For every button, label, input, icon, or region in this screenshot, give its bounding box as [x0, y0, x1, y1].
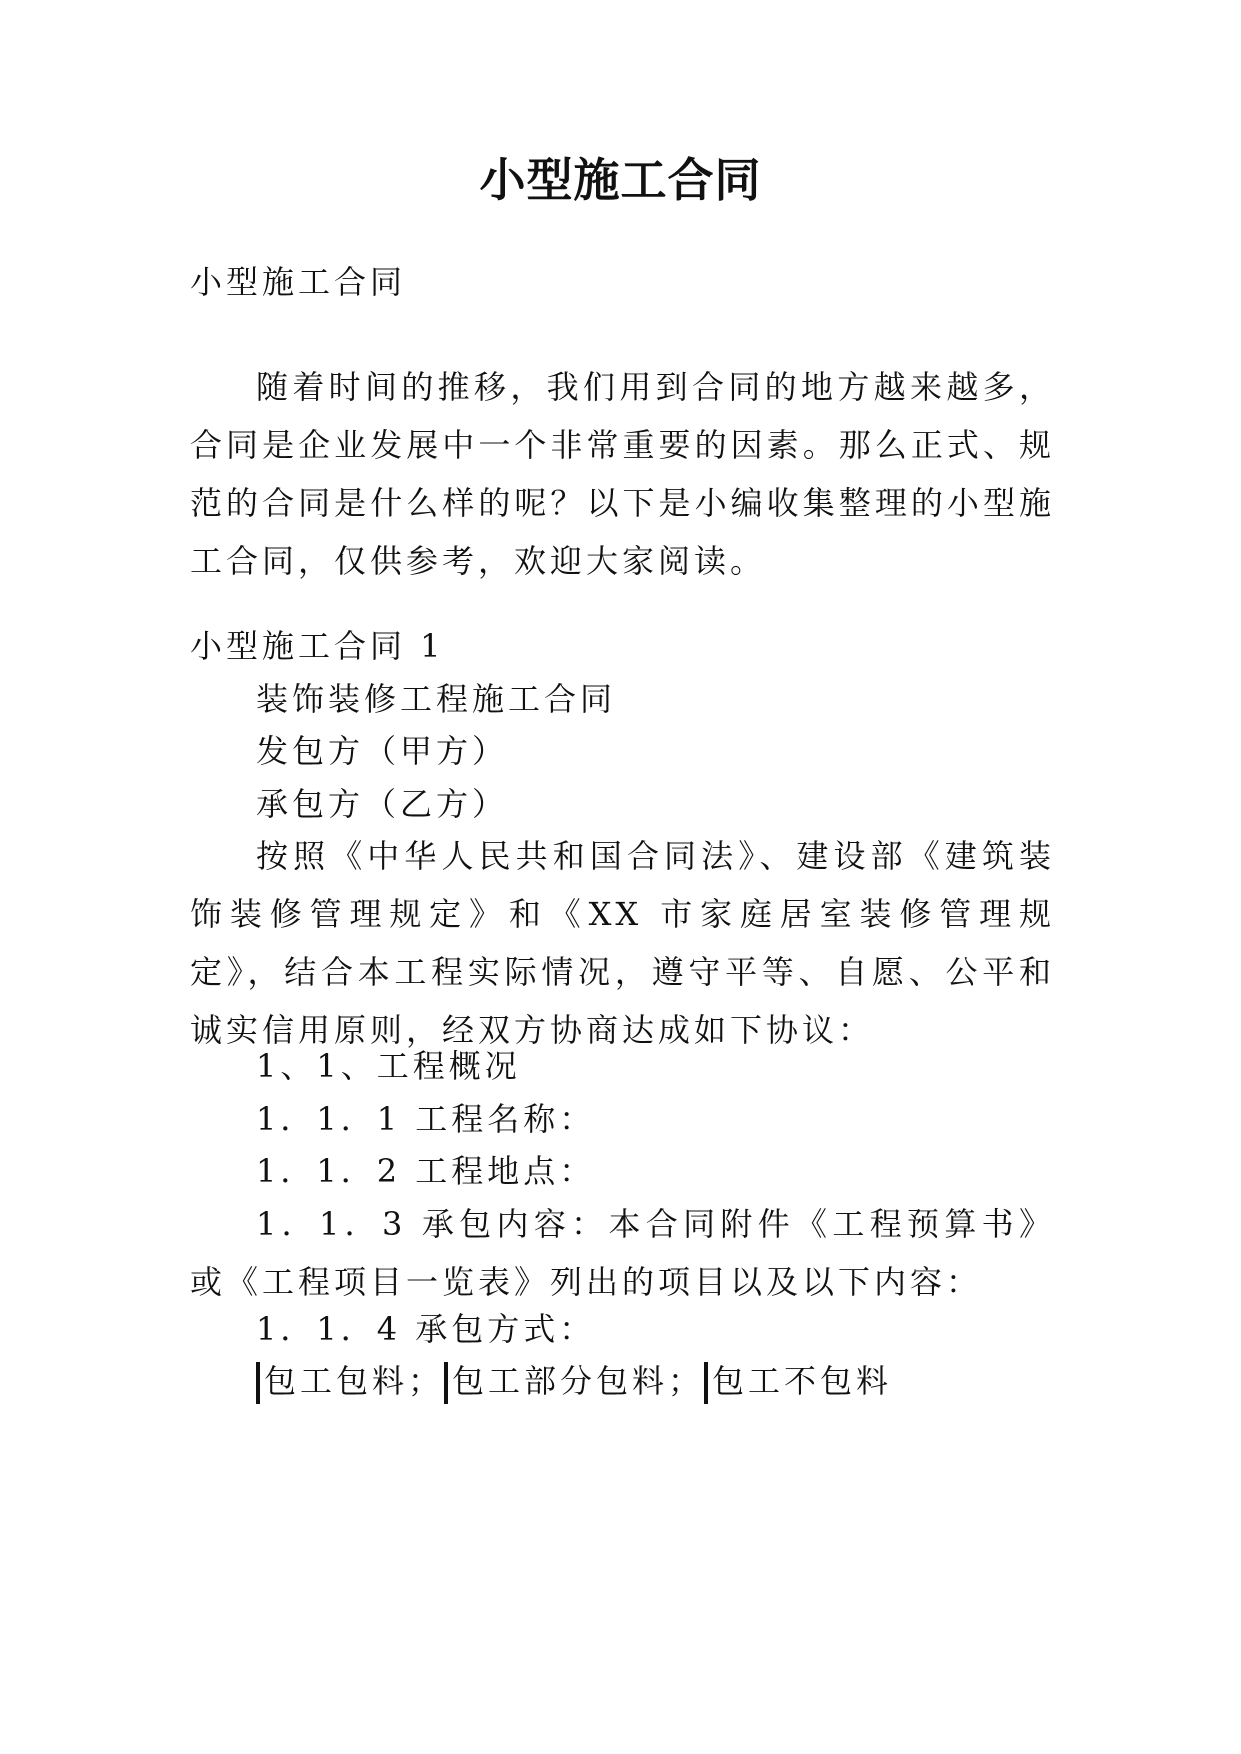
heading-first: 小型施工合同 — [190, 263, 407, 301]
intro-paragraph: 随着时间的推移，我们用到合同的地方越来越多，合同是企业发展中一个非常重要的因素。那么正式、规范的合同是什么样的呢？以下是小编收集整理的小型施工合同，仅供参考，欢迎大家阅读。 — [190, 368, 1055, 580]
checkbox-option-3[interactable] — [704, 1362, 708, 1404]
option-1-label: 包工包料； — [264, 1362, 445, 1400]
option-2-label: 包工部分包料； — [452, 1362, 705, 1400]
contract-name: 装饰装修工程施工合同 — [256, 680, 617, 718]
document-title: 小型施工合同 — [479, 153, 762, 207]
clause-1: 1、1、工程概况 — [256, 1047, 521, 1085]
clause-1-1-3: 1．1．3 承包内容：本合同附件《工程预算书》或《工程项目一览表》列出的项目以及以下内容： — [190, 1205, 1055, 1301]
checkbox-option-1[interactable] — [256, 1362, 260, 1404]
clause-1-1-1: 1．1．1 工程名称： — [256, 1100, 596, 1138]
option-3-label: 包工不包料 — [712, 1362, 893, 1400]
clause-1-1-2: 1．1．2 工程地点： — [256, 1152, 596, 1190]
party-b-line: 承包方（乙方） — [256, 785, 509, 823]
party-a-line: 发包方（甲方） — [256, 732, 509, 770]
section-title: 小型施工合同 1 — [190, 627, 445, 665]
clause-1-1-4: 1．1．4 承包方式： — [256, 1310, 596, 1348]
checkbox-option-2[interactable] — [444, 1362, 448, 1404]
contract-type-options — [256, 1352, 1056, 1412]
preamble-paragraph: 按照《中华人民共和国合同法》、建设部《建筑装饰装修管理规定》和《XX 市家庭居室装修管理规定》，结合本工程实际情况，遵守平等、自愿、公平和诚实信用原则，经双方协商达成如下协议： — [190, 837, 1055, 1049]
